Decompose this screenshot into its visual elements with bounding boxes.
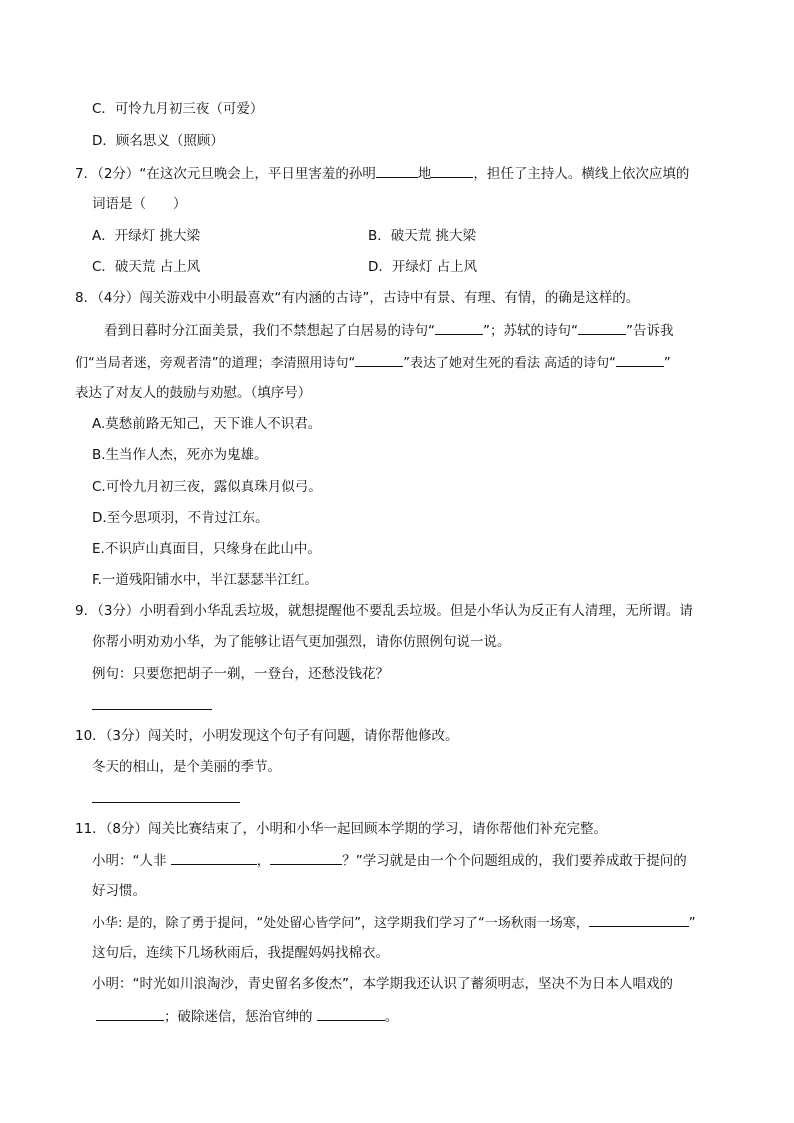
- q9-stem-line2: 你帮小明劝劝小华，为了能够让语气更加强烈，请你仿照例句说一说。: [92, 634, 511, 650]
- q8-option-f: F.一道残阳铺水中，半江瑟瑟半江红。: [92, 572, 318, 588]
- q8-option-c: C.可怜九月初三夜，露似真珠月似弓。: [92, 479, 322, 495]
- q10-sentence: 冬天的相山，是个美丽的季节。: [92, 759, 281, 775]
- q11-blank-4[interactable]: [96, 1006, 164, 1021]
- q8-option-b: B.生当作人杰，死亦为鬼雄。: [92, 447, 268, 463]
- q11-line-5: 这句后，连续下几场秋雨后，我提醒妈妈找棉衣。: [92, 945, 389, 961]
- q8-text: 们“当局者迷，旁观者清”的道理；李清照用诗句“: [75, 356, 356, 371]
- q7-blank-2[interactable]: [431, 163, 473, 178]
- q11-blank-5[interactable]: [317, 1006, 385, 1021]
- q8-option-d: D.至今思项羽，不肯过江东。: [92, 510, 269, 526]
- q9-answer-line[interactable]: [92, 709, 212, 710]
- q7-stem-line2: 词语是（ ）: [92, 196, 187, 212]
- q11-line-7: [96, 1006, 398, 1027]
- q8-text: ”告诉我: [626, 323, 674, 339]
- q8-paragraph-line2: [75, 352, 671, 374]
- q11-text: ；破除迷信，惩治官绅的: [164, 1009, 317, 1025]
- q7-option-d[interactable]: D．开绿灯 占上风: [368, 259, 478, 275]
- q7-option-c[interactable]: C．破天荒 占上风: [92, 259, 201, 275]
- q11-text: ？”学习就是由一个个问题组成的，我们要养成敢于提问的: [342, 853, 687, 869]
- q11-blank-3[interactable]: [589, 912, 689, 927]
- q11-text: 小华: 是的，除了勇于提问，“处处留心皆学问”，这学期我们学习了“一场秋雨一场寒，: [92, 916, 589, 931]
- q8-blank-3[interactable]: [355, 352, 403, 367]
- q11-text: 。: [384, 1009, 399, 1025]
- q8-paragraph-line3: 表达了对友人的鼓励与劝慰。（填序号）: [75, 385, 312, 401]
- q8-text: ”表达了她对生死的看法 高适的诗句“: [403, 356, 616, 371]
- q11-line-3: 好习惯。: [92, 883, 146, 899]
- q8-text: ”: [663, 356, 671, 371]
- q11-text: ，: [256, 853, 271, 869]
- q11-stem: 11．（8分）闯关比赛结束了，小明和小华一起回顾本学期的学习，请你帮他们补充完整。: [75, 821, 608, 837]
- q8-blank-1[interactable]: [435, 320, 483, 335]
- q10-answer-line[interactable]: [92, 802, 240, 803]
- q7-stem-part3: ，担任了主持人。横线上依次应填的: [473, 166, 690, 182]
- prev-option-d: D．顾名思义（照顾）: [92, 133, 224, 149]
- q11-line-2: [92, 850, 687, 871]
- q11-text: ”: [688, 916, 696, 931]
- q11-blank-1[interactable]: [171, 850, 257, 865]
- q8-paragraph-line1: [104, 320, 674, 341]
- q8-blank-2[interactable]: [578, 320, 626, 335]
- q7-option-b[interactable]: B．破天荒 挑大梁: [368, 228, 477, 244]
- q8-option-a: A.莫愁前路无知己，天下谁人不识君。: [92, 416, 322, 432]
- q7-stem-part2: 地: [417, 166, 432, 182]
- q8-stem-line1: 8．（4分）闯关游戏中小明最喜欢“有内涵的古诗”，古诗中有景、有理、有情，的确是这样的。: [75, 290, 640, 306]
- q10-stem: 10．（3分）闯关时，小明发现这个句子有问题，请你帮他修改。: [75, 728, 459, 744]
- q11-line-6: 小明：“时光如川浪淘沙，青史留名多俊杰”，本学期我还认识了蓄须明志，坚决不为日本人唱戏的: [92, 976, 673, 992]
- q7-option-a[interactable]: A．开绿灯 挑大梁: [92, 228, 201, 244]
- q7-blank-1[interactable]: [376, 163, 418, 178]
- prev-option-c: C．可怜九月初三夜（可爱）: [92, 101, 264, 117]
- q11-line-4: [92, 912, 695, 934]
- q8-text: ”；苏轼的诗句“: [483, 323, 578, 339]
- q8-text: 看到日暮时分江面美景，我们不禁想起了白居易的诗句“: [104, 323, 435, 339]
- q8-option-e: E.不识庐山真面目，只缘身在此山中。: [92, 541, 321, 557]
- q7-stem-part1: 7．（2分）“在这次元旦晚会上，平日里害羞的孙明: [75, 166, 376, 182]
- q9-stem-line1: 9．（3分）小明看到小华乱丢垃圾，就想提醒他不要乱丢垃圾。但是小华认为反正有人清理，无所谓。请: [75, 603, 693, 619]
- q7-stem-line1: [75, 163, 689, 184]
- q11-blank-2[interactable]: [270, 850, 342, 865]
- q9-example: 例句：只要您把胡子一剃，一登台，还愁没钱花？: [92, 666, 389, 682]
- q11-text: 小明：“人非: [92, 853, 171, 869]
- q8-blank-4[interactable]: [616, 352, 664, 367]
